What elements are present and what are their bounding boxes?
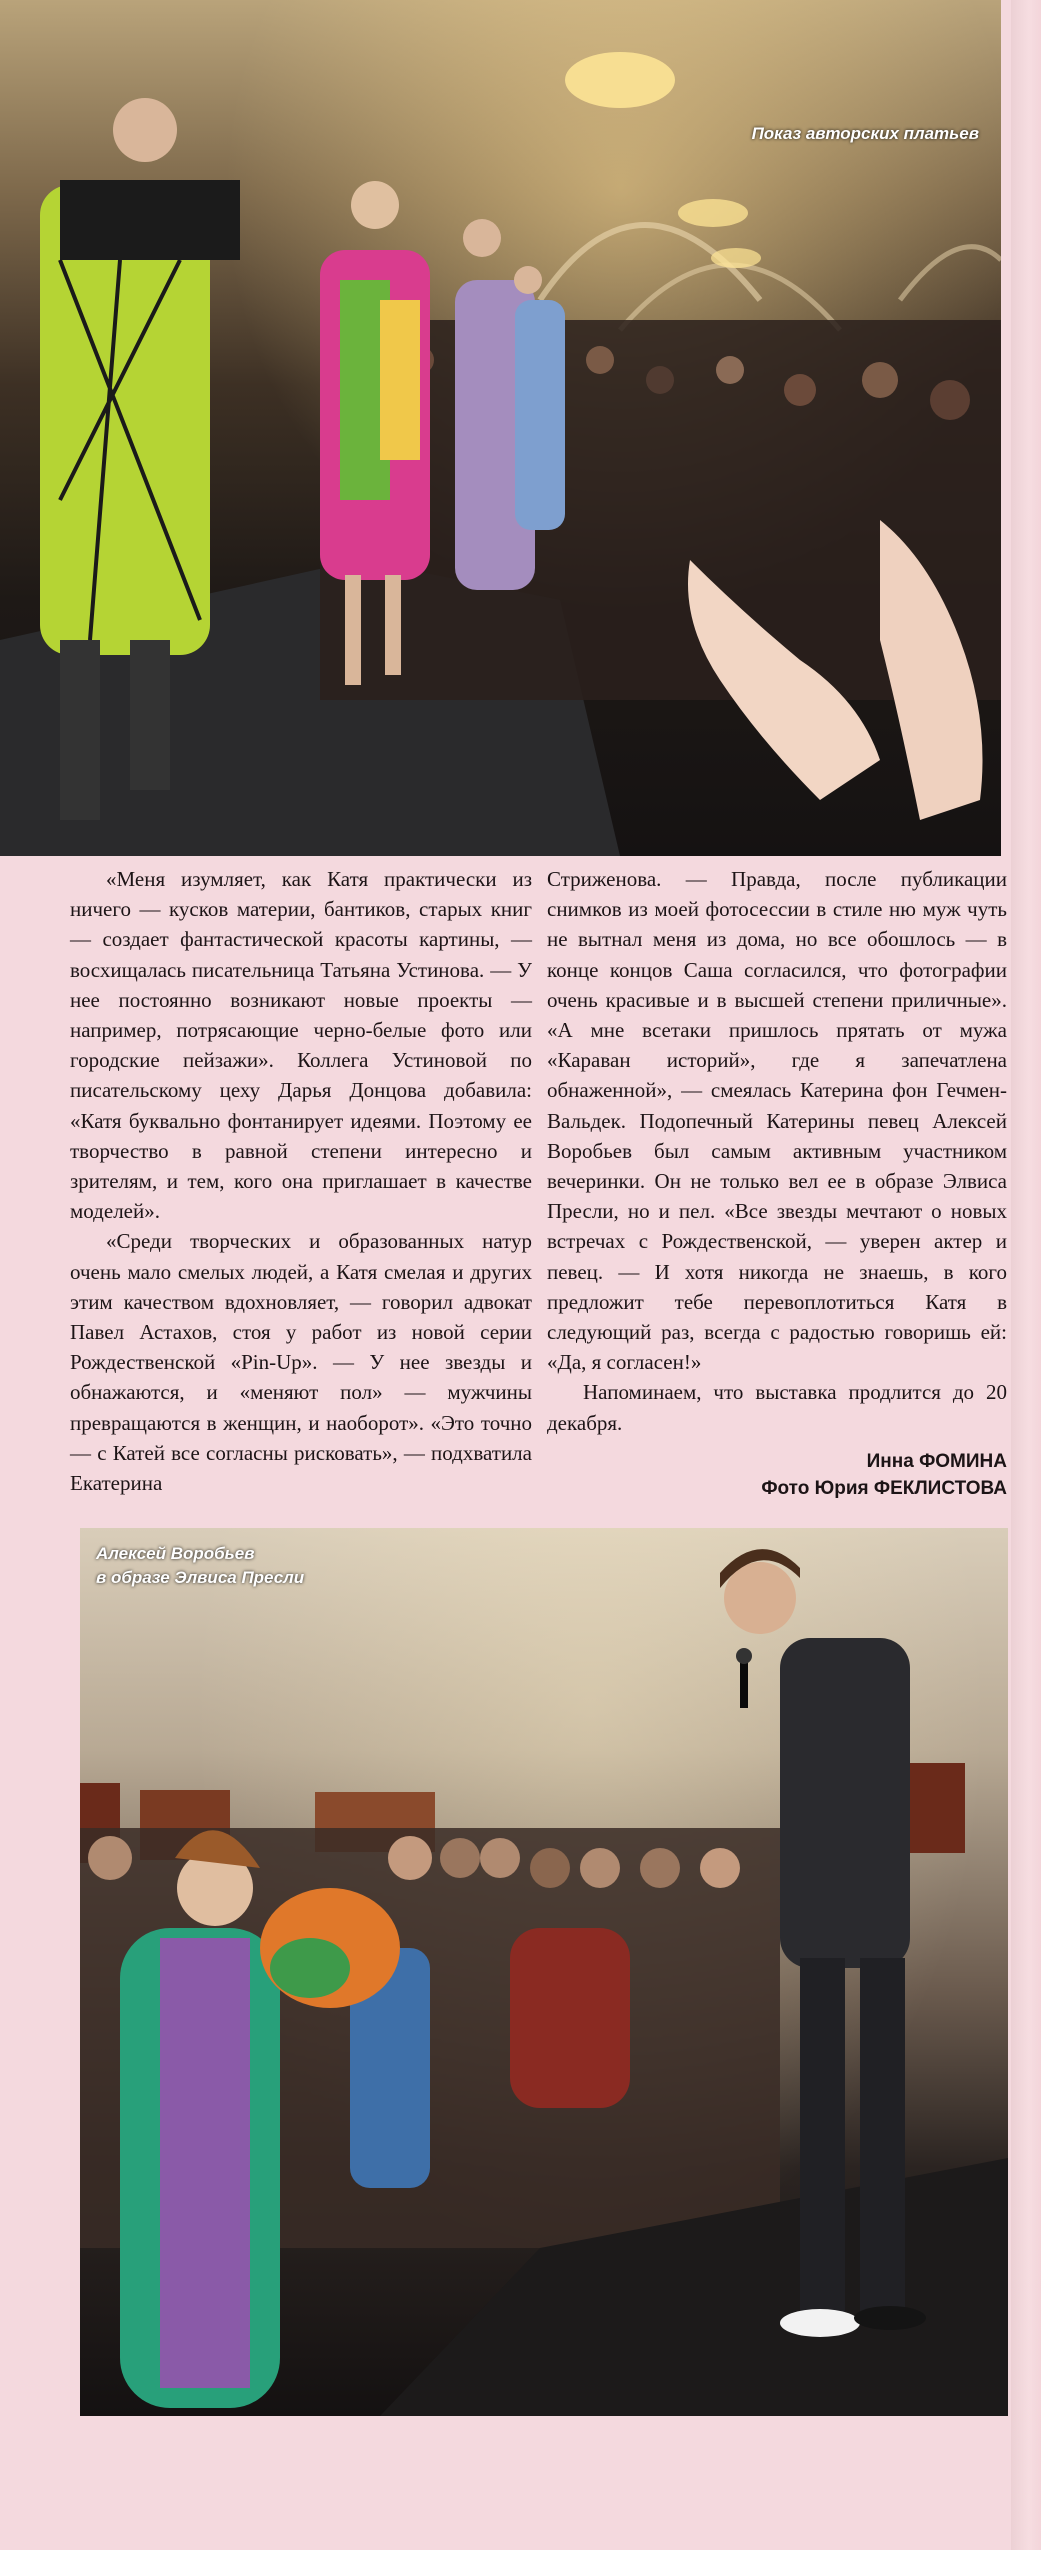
article-column-left [70, 864, 532, 1498]
photographer-credit: Фото Юрия ФЕКЛИСТОВА [761, 1477, 1007, 1499]
article-paragraph: Напоминаем, что выставка продлится до 20 декабря. [547, 1380, 1007, 1435]
singer-caption-line: Алексей Воробьев [96, 1544, 255, 1563]
singer-caption-line: в образе Элвиса Пресли [96, 1568, 305, 1587]
article-paragraph: Стриженова. — Правда, после публикации снимков из моей фотосессии в стиле ню муж чуть не вытнал меня из дома, но все обошлось — в конце концов Саша согласился, что фотографии очень красивые и в высшей степени приличные». «А мне всетаки пришлось прятать от мужа «Караван историй», где я запечатлена обнаженной», — смеялась Катерина фон Гечмен-Вальдек. Подопечный Катерины певец Алексей Воробьев был самым активным участником вечеринки. Он не только вел ее в образе Элвиса Пресли, но и пел. «Все звезды мечтают о новых встречах с Рождественской, — уверен актер и певец. — И хотя никогда не знаешь, в кого предложит тебе перевоплотиться Катя в следующий раз, всегда с радостью говоришь ей: «Да, я согласен!» [547, 867, 1007, 1375]
article-column-right [547, 864, 1007, 1502]
article-credits [547, 1448, 1007, 1502]
fashion-show-photo [0, 0, 1001, 856]
singer-caption [96, 1542, 396, 1590]
singer-stage-photo [80, 1528, 1008, 2416]
author-byline: Инна ФОМИНА [866, 1450, 1007, 1472]
page-edge [1011, 0, 1041, 2550]
article-paragraph: «Меня изумляет, как Катя практически из ничего — кусков материи, бантиков, старых книг — создает фантастической красоты картины, — восхищалась писательница Татьяна Устинова. — У нее постоянно возникают новые проекты — например, потрясающие черно-белые фото или городские пейзажи». Коллега Устиновой по писательскому цеху Дарья Донцова добавила: «Катя буквально фонтанирует идеями. Поэтому ее творчество в равной степени интересно и зрителям, и тем, кого она приглашает в качестве моделей». [70, 867, 532, 1224]
fashion-show-caption: Показ авторских платьев [751, 124, 979, 143]
singer-stage-illustration [80, 1528, 1008, 2416]
article-paragraph: «Среди творческих и образованных натур очень мало смелых людей, а Катя смелая и других этим качеством вдохновляет, — говорил адвокат Павел Астахов, стоя у работ из новой серии Рождественской «Pin-Up». — У нее звезды и обнажаются, и «меняют пол» — мужчины превращаются в женщин, и наоборот». «Это точно — с Катей все согласны рисковать», — подхватила Екатерина [70, 1229, 532, 1496]
